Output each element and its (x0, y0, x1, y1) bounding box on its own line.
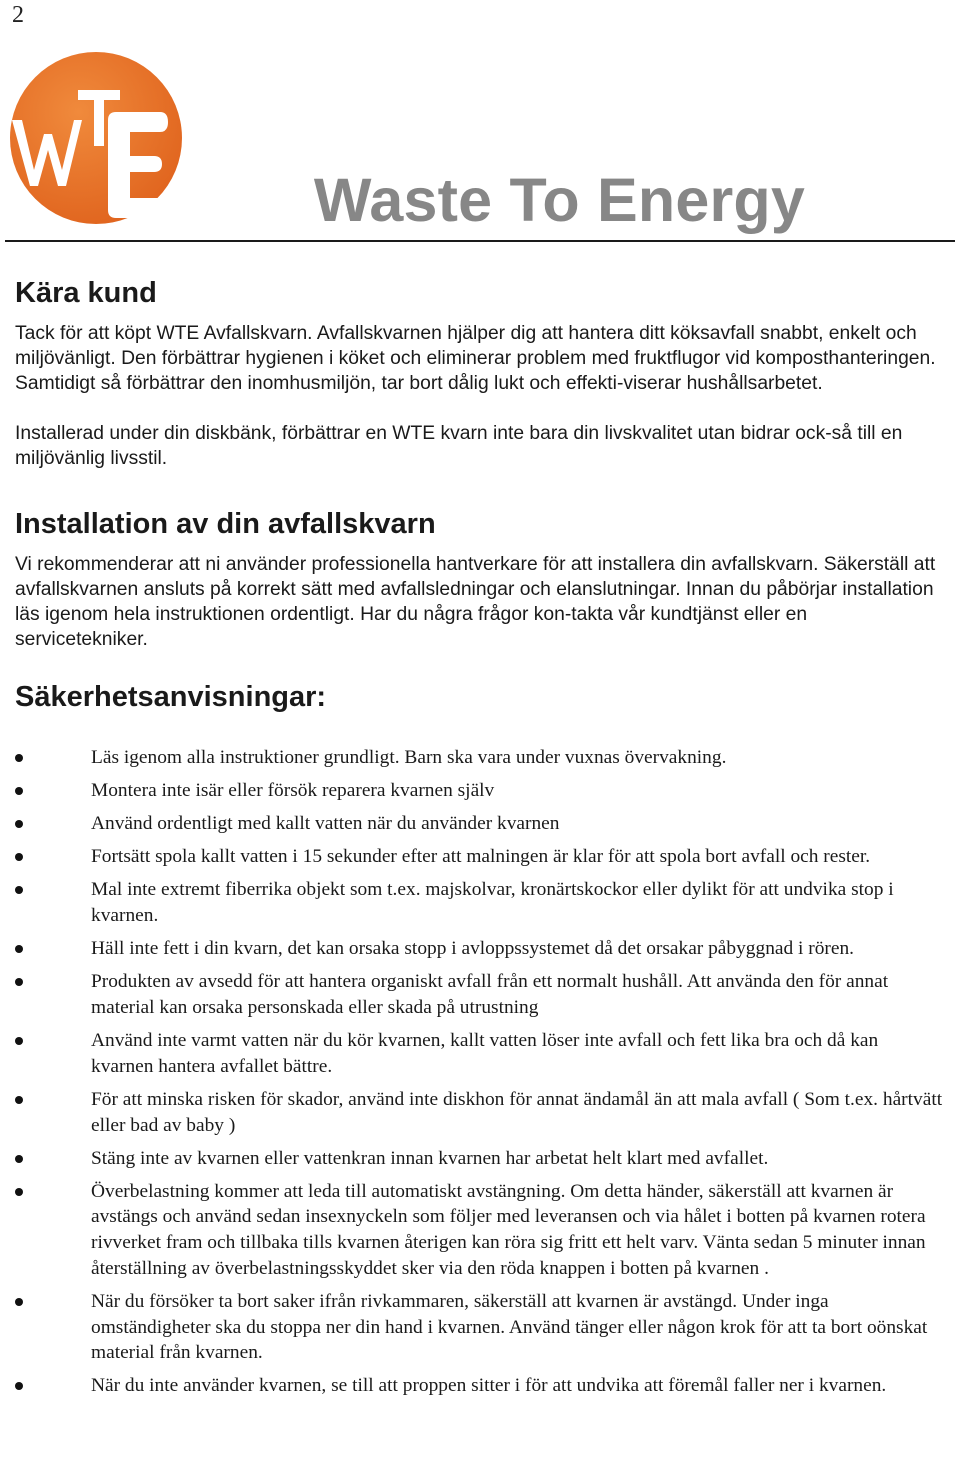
safety-item (15, 936, 945, 962)
safety-item (15, 1373, 945, 1399)
safety-item (15, 1179, 945, 1282)
safety-item (15, 811, 945, 837)
safety-item (15, 1289, 945, 1366)
safety-item-text: För att minska risken för skador, använd inte diskhon för annat ändamål än att mala avfall ( Som t.ex. hårtvätt eller bad av baby ) (91, 1088, 943, 1136)
title-rule (5, 240, 955, 242)
safety-item-text: Använd inte varmt vatten när du kör kvarnen, kallt vatten löser inte avfall och fett lika bra och då kan kvarnen hantera avfallet bättre. (91, 1030, 879, 1077)
document-body (15, 274, 945, 1407)
installation-paragraph: Vi rekommenderar att ni använder professionella hantverkare för att installera din avfallskvarn. Säkerställ att avfallskvarnen ansluts på korrekt sätt med avfallsledningar och elanslutningar. Innan du påbörjar installation läs igenom hela instruktionen ordentligt. Har du några frågor kon-takta vår kundtjänst eller en servicetekniker. (15, 554, 936, 650)
greeting-heading: Kära kund (15, 277, 157, 309)
page-title: Waste To Energy (313, 166, 805, 234)
safety-item (15, 877, 945, 928)
safety-item-text: Produkten av avsedd för att hantera organiskt avfall från ett normalt hushåll. Att använda den för annat material kan orsaka personskada eller skada på utrustning (91, 971, 889, 1018)
safety-item-text: Fortsätt spola kallt vatten i 15 sekunder efter att malningen är klar för att spola bort avfall och rester. (91, 846, 871, 868)
safety-item-text: Montera inte isär eller försök reparera kvarnen själv (91, 780, 495, 802)
safety-list (15, 745, 945, 1399)
safety-item (15, 745, 945, 771)
bullet-icon (15, 754, 23, 762)
lifestyle-paragraph: Installerad under din diskbänk, förbättrar en WTE kvarn inte bara din livskvalitet utan bidrar ock-så till en miljövänlig livsstil. (15, 423, 903, 469)
wte-logo (8, 50, 184, 226)
safety-heading: Säkerhetsanvisningar: (15, 681, 327, 713)
wte-logo-graphic (8, 50, 184, 226)
bullet-icon (15, 978, 23, 986)
safety-item-text: Överbelastning kommer att leda till automatiskt avstängning. Om detta händer, säkerställ att kvarnen är avstängs och använd sedan insexnyckeln som följer med leveransen och via hålet i botten på kvarnen rotera rivverket fram och tillbaka tills kvarnen återigen kan röra sig fritt ett helt varv. Vänta sedan 5 minuter innan återställning av överbelastningsskyddet sker via den röda knappen i botten på kvarnen . (91, 1180, 926, 1279)
safety-item (15, 1146, 945, 1172)
safety-item (15, 778, 945, 804)
bullet-icon (15, 945, 23, 953)
intro-paragraph: Tack för att köpt WTE Avfallskvarn. Avfallskvarnen hjälper dig att hantera ditt köksavfall snabbt, enkelt och miljövänligt. Den förbättrar hygienen i köket och eliminerar problem med fruktflugor vid komposthanteringen. Samtidigt så förbättrar den inomhusmiljön, tar bort dålig lukt och effekti-viserar hushållsarbetet. (15, 323, 936, 394)
bullet-icon (15, 1037, 23, 1045)
safety-item-text: Mal inte extremt fiberrika objekt som t.ex. majskolvar, kronärtskockor eller dylikt för att undvika stop i kvarnen. (91, 879, 894, 927)
page-number: 2 (12, 2, 24, 28)
bullet-icon (15, 1155, 23, 1163)
safety-item-text: Använd ordentligt med kallt vatten när du använder kvarnen (91, 813, 560, 835)
installation-heading: Installation av din avfallskvarn (15, 508, 436, 540)
safety-item-text: Läs igenom alla instruktioner grundligt. Barn ska vara under vuxnas övervakning. (91, 747, 727, 768)
safety-item-text: När du försöker ta bort saker ifrån rivkammaren, säkerställ att kvarnen är avstängd. Under inga omständigheter ska du stoppa ner din hand i kvarnen. Använd tänger eller någon krok för att ta bort oönskat material från kvarnen. (91, 1290, 928, 1364)
bullet-icon (15, 787, 23, 795)
safety-item-text: Stäng inte av kvarnen eller vattenkran innan kvarnen har arbetat helt klart med avfallet. (91, 1147, 769, 1169)
safety-item (15, 844, 945, 870)
bullet-icon (15, 853, 23, 861)
bullet-icon (15, 1188, 23, 1196)
safety-item (15, 1028, 945, 1079)
bullet-icon (15, 820, 23, 828)
safety-item-text: Häll inte fett i din kvarn, det kan orsaka stopp i avloppssystemet då det orsakar påbyggnad i rören. (91, 938, 855, 960)
bullet-icon (15, 1382, 23, 1390)
safety-item (15, 1087, 945, 1138)
bullet-icon (15, 1096, 23, 1104)
safety-item (15, 969, 945, 1020)
bullet-icon (15, 886, 23, 894)
bullet-icon (15, 1298, 23, 1306)
safety-item-text: När du inte använder kvarnen, se till att proppen sitter i för att undvika att föremål faller ner i kvarnen. (91, 1375, 887, 1397)
